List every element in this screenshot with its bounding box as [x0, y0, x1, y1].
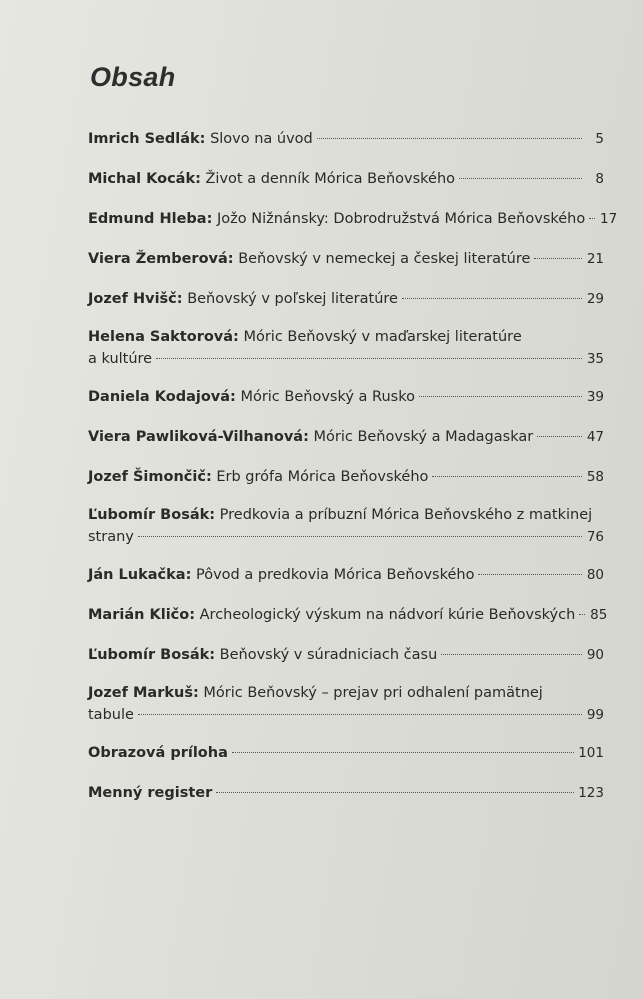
- toc-title: Móric Beňovský a Madagaskar: [313, 429, 534, 445]
- leader-dots: [432, 476, 582, 477]
- toc-author: Michal Kocák:: [88, 171, 201, 187]
- toc-entry: [88, 644, 604, 666]
- toc-title-continued: strany: [88, 529, 134, 545]
- toc-entry: [88, 386, 604, 408]
- toc-title: Beňovský v poľskej literatúre: [187, 291, 398, 307]
- toc-author: Ján Lukačka:: [88, 567, 192, 583]
- toc-page-number: 99: [586, 707, 604, 723]
- toc-page-number: 85: [590, 607, 608, 623]
- toc-title: Móric Beňovský v maďarskej literatúre: [243, 329, 522, 345]
- leader-dots: [232, 752, 574, 753]
- toc-author: Ľubomír Bosák:: [88, 647, 216, 663]
- toc-page-number: 76: [586, 529, 604, 545]
- toc-title: Život a denník Mórica Beňovského: [205, 171, 456, 187]
- toc-title: Slovo na úvod: [210, 131, 313, 147]
- toc-page-number: 39: [586, 389, 604, 405]
- leader-dots: [317, 138, 582, 139]
- toc-entry: [88, 682, 604, 726]
- toc-author: Jozef Šimončič:: [88, 469, 212, 485]
- leader-dots: [402, 298, 582, 299]
- toc-entry: [88, 248, 604, 270]
- toc-author: Marián Kličo:: [88, 607, 196, 623]
- toc-entry: [88, 208, 618, 230]
- toc-title: Archeologický výskum na nádvorí kúrie Beňovských: [199, 607, 576, 623]
- leader-dots: [419, 396, 582, 397]
- toc-author: Jozef Hvišč:: [88, 291, 183, 307]
- toc-entry: [88, 742, 604, 764]
- toc-entry: [88, 604, 608, 626]
- leader-dots: [589, 218, 595, 219]
- toc-page-number: 35: [586, 351, 604, 367]
- toc-page-number: 58: [586, 469, 604, 485]
- toc-page-number: 17: [600, 211, 618, 227]
- toc-title: Erb grófa Mórica Beňovského: [216, 469, 429, 485]
- toc-title: Pôvod a predkovia Mórica Beňovského: [195, 567, 475, 583]
- toc-entry: [88, 288, 604, 310]
- leader-dots: [579, 614, 585, 615]
- toc-entry: [88, 466, 604, 488]
- toc-page-number: 21: [586, 251, 604, 267]
- toc-entry: [88, 426, 604, 448]
- leader-dots: [138, 536, 582, 537]
- toc-title: Móric Beňovský – prejav pri odhalení pamätnej: [203, 685, 543, 701]
- toc-entry: [88, 504, 604, 548]
- toc-title: Jožo Nižnánsky: Dobrodružstvá Mórica Beňovského: [216, 211, 586, 227]
- toc-author: Daniela Kodajová:: [88, 389, 236, 405]
- leader-dots: [156, 358, 582, 359]
- toc-author: Viera Pawliková-Vilhanová:: [88, 429, 309, 445]
- toc-page-number: 80: [586, 567, 604, 583]
- leader-dots: [459, 178, 582, 179]
- toc-entry: [88, 168, 604, 190]
- toc-author: Ľubomír Bosák:: [88, 507, 216, 523]
- leader-dots: [537, 436, 582, 437]
- toc-entry: [88, 782, 604, 804]
- leader-dots: [478, 574, 582, 575]
- toc-section-title: Menný register: [88, 785, 213, 801]
- toc-page-number: 90: [586, 647, 604, 663]
- table-of-contents: [88, 128, 618, 804]
- leader-dots: [216, 792, 574, 793]
- toc-title: Beňovský v súradniciach času: [219, 647, 438, 663]
- toc-title: Predkovia a príbuzní Mórica Beňovského z matkinej: [219, 507, 593, 523]
- toc-entry: [88, 128, 604, 150]
- toc-title-continued: tabule: [88, 707, 134, 723]
- leader-dots: [534, 258, 582, 259]
- toc-entry: [88, 564, 604, 586]
- toc-author: Helena Saktorová:: [88, 329, 239, 345]
- toc-entry: [88, 326, 604, 370]
- toc-title: Beňovský v nemeckej a českej literatúre: [238, 251, 531, 267]
- toc-author: Imrich Sedlák:: [88, 131, 206, 147]
- leader-dots: [441, 654, 582, 655]
- leader-dots: [138, 714, 582, 715]
- toc-author: Jozef Markuš:: [88, 685, 199, 701]
- toc-page-number: 101: [578, 745, 604, 761]
- toc-page-number: 123: [578, 785, 604, 801]
- page-title: Obsah: [90, 62, 176, 92]
- toc-page-number: 29: [586, 291, 604, 307]
- toc-page-number: 5: [595, 131, 604, 147]
- toc-title-continued: a kultúre: [88, 351, 153, 367]
- toc-author: Viera Žemberová:: [88, 251, 234, 267]
- toc-page-number: 8: [595, 171, 604, 187]
- toc-page-number: 47: [586, 429, 604, 445]
- toc-title: Móric Beňovský a Rusko: [240, 389, 415, 405]
- toc-author: Edmund Hleba:: [88, 211, 213, 227]
- toc-section-title: Obrazová príloha: [88, 745, 228, 761]
